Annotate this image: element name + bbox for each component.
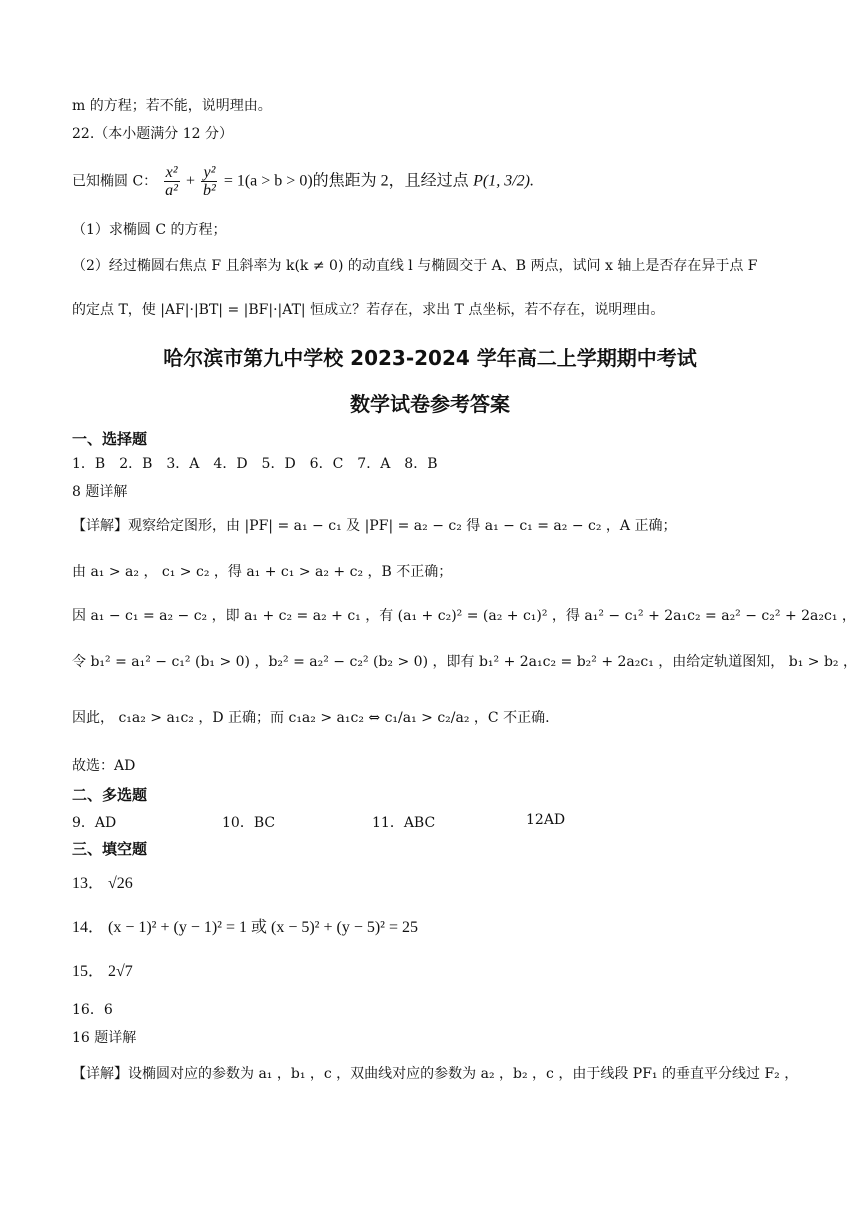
q8-line-6: 故选：AD [72, 758, 136, 774]
q16-detail: 【详解】设椭圆对应的参数为 a₁ ，b₁ ，c ，双曲线对应的参数为 a₂ ，b₂ ，c ，由于线段 PF₁ 的垂直平分线过 F₂ ， [72, 1066, 799, 1082]
multi-answer-12: 12AD [526, 812, 566, 828]
answer-subtitle: 数学试卷参考答案 [350, 392, 510, 416]
q21-tail-text: m 的方程；若不能，说明理由。 [72, 98, 272, 114]
fill-answer-14: 14． (x − 1)² + (y − 1)² = 1 或 (x − 5)² + (y − 5)² = 25 [72, 919, 419, 936]
q22-header: 22.（本小题满分 12 分） [72, 126, 233, 142]
q22-given-mid: = 1(a > b > 0)的焦距为 2，且经过点 [223, 172, 469, 190]
ellipse-fraction-y: $\frac{\text{y²}}{\text{b²}}$ [203, 164, 216, 199]
multi-answer-10: 10．BC [222, 815, 276, 831]
q22-part2-cont: 的定点 T，使 |AF|·|BT| = |BF|·|AT| 恒成立？若存在，求出 T 点坐标，若不存在，说明理由。 [72, 302, 665, 318]
q8-line-3: 因 a₁ − c₁ = a₂ − c₂ ，即 a₁ + c₂ = a₂ + c₁ ，有 (a₁ + c₂)² = (a₂ + c₁)² ，得 a₁² − c₁² + 2a₁c₂ = a₂² − c₂² + 2a₂c₁ ， [72, 608, 856, 624]
multi-answer-11: 11．ABC [372, 815, 436, 831]
fill-answer-15: 15． 2√7 [72, 963, 133, 980]
q8-line-1: 【详解】观察给定图形，由 |PF| = a₁ − c₁ 及 |PF| = a₂ − c₂ 得 a₁ − c₁ = a₂ − c₂ ，A 正确； [72, 518, 677, 534]
q22-part2: （2）经过椭圆右焦点 F 且斜率为 k(k ≠ 0) 的动直线 l 与椭圆交于 A、B 两点，试问 x 轴上是否存在异于点 F [72, 258, 758, 274]
section-multi: 二、多选题 [72, 786, 148, 804]
q16-detail-label: 16 题详解 [72, 1030, 137, 1046]
multi-answer-9: 9．AD [72, 815, 117, 831]
ellipse-fraction-x: $\frac{\text{x²}}{\text{a²}}$ [165, 164, 178, 199]
q22-part1: （1）求椭圆 C 的方程； [72, 222, 227, 238]
section-fill: 三、填空题 [72, 840, 148, 858]
q22-given-prefix: 已知椭圆 C： [72, 173, 158, 190]
section-choice: 一、选择题 [72, 430, 148, 448]
fill-answer-16: 16．6 [72, 1002, 113, 1018]
choice-answers: 1．B 2．B 3．A 4．D 5．D 6．C 7．A 8．B [72, 456, 438, 472]
answer-title: 哈尔滨市第九中学校 2023-2024 学年高二上学期期中考试 [163, 346, 697, 370]
q22-point: P(1, 3/2). [473, 172, 534, 190]
fill-answer-13: 13． √26 [72, 875, 133, 892]
q8-line-4: 令 b₁² = a₁² − c₁² (b₁ > 0) ，b₂² = a₂² − c₂² (b₂ > 0) ，即有 b₁² + 2a₁c₂ = b₂² + 2a₂c₁ ，由给定轨道图知， b₁ > b₂ ， [72, 654, 857, 670]
q22-given: 已知椭圆 C： $\frac{\text{x²}}{\text{a²}}$ + $\frac{\text{y²}}{\text{b²}}$ = 1(a > b > 0)的焦距为 2，且经过点 P(1, 3/2). [72, 164, 534, 199]
q8-line-5: 因此， c₁a₂ > a₁c₂ ，D 正确；而 c₁a₂ > a₁c₂ ⇔ c₁/a₁ > c₂/a₂ ，C 不正确. [72, 710, 550, 726]
q8-line-2: 由 a₁ > a₂ ， c₁ > c₂ ，得 a₁ + c₁ > a₂ + c₂ ，B 不正确； [72, 564, 453, 580]
q8-detail-label: 8 题详解 [72, 484, 128, 500]
